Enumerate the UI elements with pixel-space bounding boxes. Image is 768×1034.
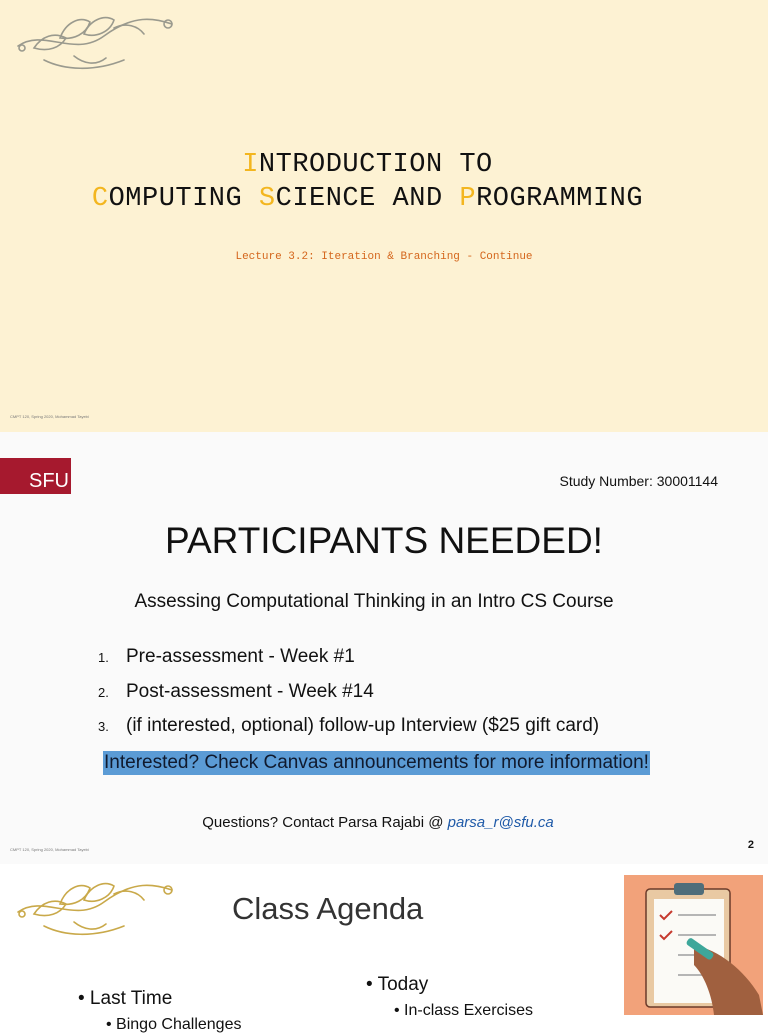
title-line-1 — [0, 150, 735, 180]
bullet-item: • Today — [366, 974, 429, 995]
list-item — [98, 715, 599, 750]
list-number: 3. — [98, 719, 109, 734]
list-item — [98, 646, 599, 681]
list-text: Pre-assessment - Week #1 — [126, 646, 355, 667]
highlighted-notice: Interested? Check Canvas announcements for more information! — [104, 752, 649, 773]
title-text: NTRODUCTION TO — [258, 150, 493, 180]
lecture-subtitle: Lecture 3.2: Iteration & Branching - Continue — [235, 251, 533, 263]
title-text: CIENCE AND — [275, 184, 460, 214]
headline: PARTICIPANTS NEEDED! — [165, 520, 603, 561]
list-text: Post-assessment - Week #14 — [126, 680, 374, 702]
contact-text: Questions? Contact Parsa Rajabi @ — [202, 814, 448, 831]
title-initial: P — [459, 184, 477, 214]
flourish-ornament-icon — [14, 8, 176, 74]
logo-text: SFU — [29, 470, 69, 492]
title-line-2 — [0, 184, 735, 214]
list-item — [98, 681, 599, 716]
contact-line — [0, 814, 756, 831]
list-number: 2. — [98, 684, 109, 700]
agenda-title: Class Agenda — [232, 891, 424, 926]
slide-title — [0, 0, 768, 432]
clipboard-icon — [624, 875, 763, 1015]
study-number: Study Number: 30001144 — [559, 473, 718, 489]
title-initial: I — [242, 150, 259, 180]
today-bullets — [366, 974, 533, 1020]
slide-participants — [0, 432, 768, 864]
flourish-ornament-icon — [14, 874, 176, 940]
bullet-item: • Last Time — [78, 988, 173, 1009]
list-number: 1. — [98, 650, 109, 665]
contact-email-link[interactable]: parsa_r@sfu.ca — [447, 814, 554, 831]
title-initial: S — [258, 184, 276, 214]
list-text: (if interested, optional) follow-up Interview ($25 gift card) — [126, 715, 600, 736]
title-text: ROGRAMMING — [476, 184, 644, 214]
slide-footer: CMPT 120, Spring 2020, Mohammad Tayebi — [10, 847, 89, 852]
slide-agenda — [0, 864, 768, 1033]
title-initial: C — [91, 184, 109, 214]
sub-bullet-item: • In-class Exercises — [394, 1002, 533, 1019]
sub-bullet-item: • Bingo Challenges — [106, 1016, 242, 1033]
checklist-illustration — [624, 875, 763, 1015]
slide-footer: CMPT 120, Spring 2020, Mohammad Tayebi — [10, 414, 89, 419]
page-number: 2 — [747, 839, 754, 851]
last-time-bullets — [78, 988, 241, 1034]
course-title: Assessing Computational Thinking in an Intro CS Course — [134, 591, 614, 612]
title-text: OMPUTING — [108, 184, 259, 214]
sfu-logo — [0, 458, 71, 494]
numbered-list — [98, 646, 599, 750]
